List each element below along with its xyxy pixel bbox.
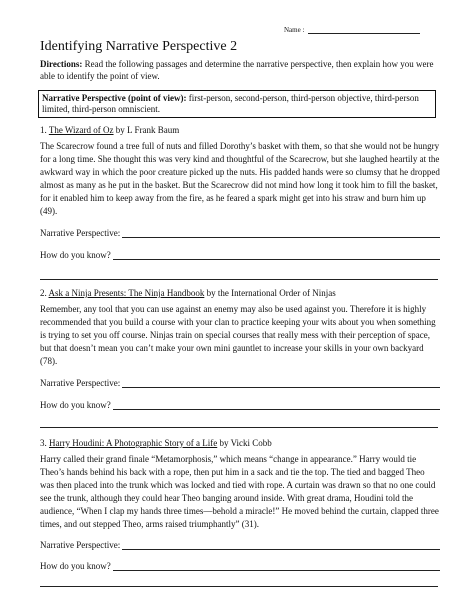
perspective-answer-row — [40, 226, 440, 238]
perspective-answer-row — [40, 376, 440, 388]
perspective-label: Narrative Perspective: — [40, 378, 121, 388]
extra-answer-line[interactable] — [40, 426, 438, 428]
source-byline: by Vicki Cobb — [217, 438, 272, 448]
how-answer-line[interactable] — [113, 400, 440, 410]
directions-text: Read the following passages and determine the narrative perspective, then explain how you were able to identify the point of view. — [40, 59, 434, 81]
callout-text: first-person, second-person, third-person objective, third-person limited, third-person omniscient. — [42, 93, 419, 114]
perspective-answer-line[interactable] — [122, 228, 440, 238]
section-number: 1. — [40, 125, 47, 135]
source-title: The Wizard of Oz — [48, 125, 114, 135]
source-title: Ask a Ninja Presents: The Ninja Handbook — [48, 288, 205, 298]
how-answer-row — [40, 398, 440, 410]
section-heading — [40, 288, 440, 299]
section-heading — [40, 125, 440, 136]
how-label: How do you know? — [40, 561, 111, 571]
passage-section-1 — [40, 125, 440, 280]
how-answer-row — [40, 248, 440, 260]
extra-answer-line[interactable] — [40, 585, 438, 587]
source-byline: by L Frank Baum — [113, 125, 180, 135]
page-title: Identifying Narrative Perspective 2 — [40, 39, 238, 54]
section-number: 2. — [40, 288, 47, 298]
perspective-answer-line[interactable] — [122, 540, 440, 550]
passage-section-2 — [40, 288, 440, 428]
section-number: 3. — [40, 438, 47, 448]
perspective-label: Narrative Perspective: — [40, 540, 121, 550]
section-heading — [40, 438, 440, 449]
perspective-answer-line[interactable] — [122, 378, 440, 388]
callout-label: Narrative Perspective (point of view): — [42, 93, 187, 103]
how-answer-line[interactable] — [113, 561, 440, 571]
how-answer-row — [40, 559, 440, 571]
how-label: How do you know? — [40, 250, 111, 260]
name-label: Name : — [284, 26, 305, 34]
directions-label: Directions: — [40, 59, 83, 69]
extra-answer-line[interactable] — [40, 278, 438, 280]
perspective-answer-row — [40, 538, 440, 550]
perspective-label: Narrative Perspective: — [40, 228, 121, 238]
perspective-definition-box — [38, 90, 436, 118]
name-field — [284, 26, 420, 34]
how-label: How do you know? — [40, 400, 111, 410]
how-answer-line[interactable] — [113, 250, 440, 260]
passage-section-3 — [40, 438, 440, 587]
passage-text: The Scarecrow found a tree full of nuts and filled Dorothy’s basket with them, so that she would not be hungry for a long time. She thought this was very kind and thoughtful of the Scarecrow, but she laughed heartily at the awkward way in which the poor creature picked up the nuts. His padded hands were so clumsy that he dropped almost as many as he put in the basket. But the Scarecrow did not mind how long it took him to fill the basket, for it enabled him to keep away from the fire, as he feared a spark might get into his straw and burn him up (49). — [40, 141, 440, 216]
source-title: Harry Houdini: A Photographic Story of a Life — [49, 438, 218, 448]
passage-text: Harry called their grand finale “Metamorphosis,” which means “change in appearance.” Harry would tie Theo’s hands behind his back with a rope, then put him in a sack and tie the top. The tied and bagged Theo was then placed into the trunk which was locked and tied with rope. A curtain was drawn so that no one could see the trunk, although they could hear Theo banging around inside. With great drama, Houdini told the audience, “When I clap my hands three times—behold a miracle!” He moved behind the curtain, clapped three times, and out stepped Theo, arms raised triumphantly” (31). — [40, 454, 439, 529]
directions — [40, 59, 440, 82]
passage-text: Remember, any tool that you can use against an enemy may also be used against you. Therefore it is highly recommended that you build a course with your clan to practice keeping your wits about you when something is trying to set you off course. Ninjas train on special courses that really mess with their perception of space, but that doesn’t mean you can’t make your own mini gauntlet to increase your skills in your own backyard (78). — [40, 304, 436, 366]
name-blank[interactable] — [308, 26, 420, 34]
source-byline: by the International Order of Ninjas — [204, 288, 336, 298]
